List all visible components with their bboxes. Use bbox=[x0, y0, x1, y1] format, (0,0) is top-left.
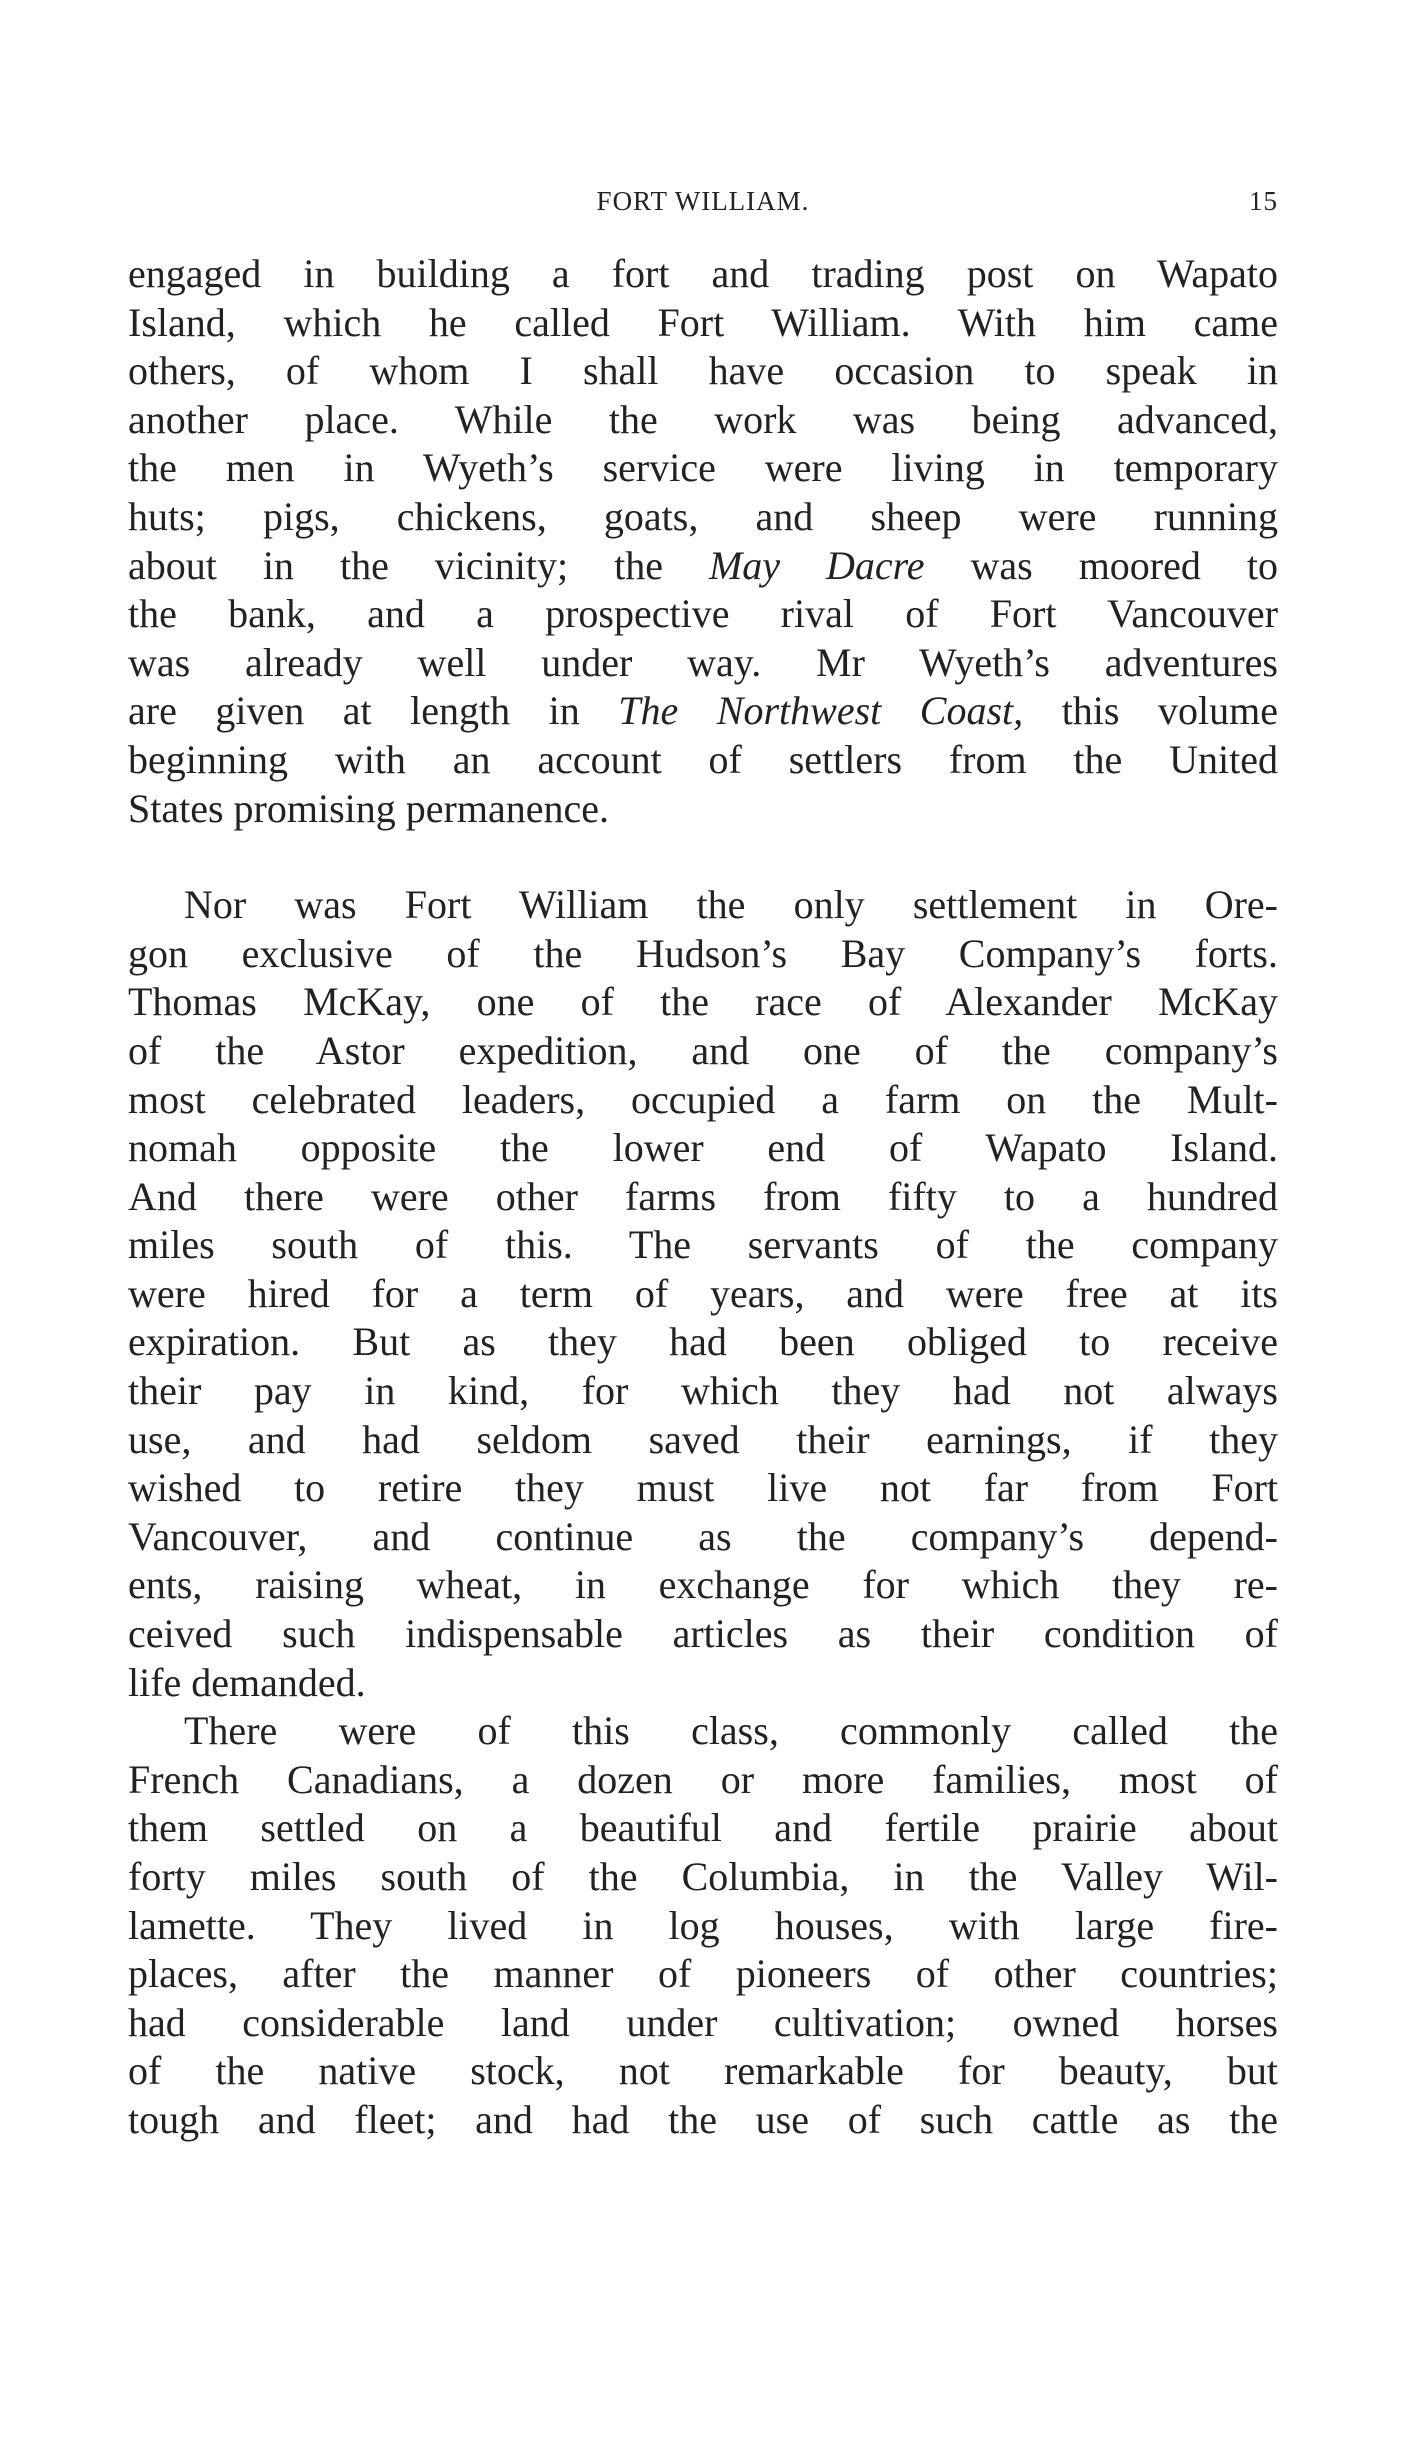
text-line: nomah opposite the lower end of Wapato Island. bbox=[128, 1125, 1278, 1171]
running-title: FORT WILLIAM. bbox=[596, 186, 810, 216]
text-line: forty miles south of the Columbia, in the Valley Wil- bbox=[128, 1854, 1278, 1899]
text-line: another place. While the work was being advanced, bbox=[128, 396, 1278, 442]
text-line: of the native stock, not remarkable for beauty, but bbox=[128, 2048, 1278, 2094]
text-line: had considerable land under cultivation; owned horses bbox=[128, 1999, 1278, 2045]
paragraph-1 bbox=[128, 250, 1278, 833]
text-segment: are given at length in bbox=[128, 688, 619, 734]
text-line bbox=[128, 687, 1278, 736]
text-line: their pay in kind, for which they had not always bbox=[128, 1368, 1278, 1414]
text-line: ceived such indispensable articles as their condition of bbox=[128, 1611, 1278, 1657]
text-line: French Canadians, a dozen or more families, most of bbox=[128, 1756, 1278, 1802]
book-title-italic: The Northwest Coast, bbox=[618, 688, 1024, 734]
text-line: places, after the manner of pioneers of other countries; bbox=[128, 1951, 1278, 1997]
text-line: States promising permanence. bbox=[128, 785, 609, 831]
text-line: huts; pigs, chickens, goats, and sheep were running bbox=[128, 493, 1278, 539]
ship-name-italic: May Dacre bbox=[708, 542, 925, 588]
text-line: tough and fleet; and had the use of such cattle as the bbox=[128, 2096, 1278, 2142]
text-segment: was moored to bbox=[924, 542, 1278, 588]
text-line: beginning with an account of settlers from the United bbox=[128, 736, 1278, 782]
page-number: 15 bbox=[1249, 186, 1278, 216]
text-line: life demanded. bbox=[128, 1659, 366, 1705]
text-line: others, of whom I shall have occasion to speak in bbox=[128, 348, 1278, 394]
text-line: expiration. But as they had been obliged to receive bbox=[128, 1319, 1278, 1365]
running-head bbox=[128, 186, 1278, 226]
text-segment: this volume bbox=[1023, 688, 1278, 734]
paragraph-3 bbox=[128, 1707, 1278, 2144]
text-line: Thomas McKay, one of the race of Alexander McKay bbox=[128, 979, 1278, 1025]
text-line: wished to retire they must live not far from Fort bbox=[128, 1465, 1278, 1511]
text-line: the men in Wyeth’s service were living in temporary bbox=[128, 445, 1278, 491]
paragraph-2 bbox=[128, 881, 1278, 1707]
text-line: use, and had seldom saved their earnings, if they bbox=[128, 1416, 1278, 1462]
text-line: lamette. They lived in log houses, with large fire- bbox=[128, 1902, 1278, 1948]
text-line: There were of this class, commonly called the bbox=[184, 1708, 1278, 1754]
text-line: engaged in building a fort and trading post on Wapato bbox=[128, 251, 1278, 296]
text-line: Nor was Fort William the only settlement in Ore- bbox=[184, 882, 1278, 928]
text-line bbox=[128, 542, 1278, 591]
text-line: Vancouver, and continue as the company’s depend- bbox=[128, 1513, 1278, 1559]
text-line: ents, raising wheat, in exchange for which they re- bbox=[128, 1562, 1278, 1608]
text-line: them settled on a beautiful and fertile prairie about bbox=[128, 1805, 1278, 1851]
text-line: the bank, and a prospective rival of Fort Vancouver bbox=[128, 591, 1278, 637]
text-line: gon exclusive of the Hudson’s Bay Company’s forts. bbox=[128, 930, 1278, 976]
text-line: were hired for a term of years, and were free at its bbox=[128, 1270, 1278, 1316]
text-line: miles south of this. The servants of the company bbox=[128, 1222, 1278, 1268]
text-segment: about in the vicinity; the bbox=[128, 542, 709, 588]
text-line: Island, which he called Fort William. With him came bbox=[128, 299, 1278, 345]
paragraph-gap bbox=[128, 833, 1278, 881]
text-line: was already well under way. Mr Wyeth’s adventures bbox=[128, 639, 1278, 685]
text-line: of the Astor expedition, and one of the company’s bbox=[128, 1027, 1278, 1073]
body-text bbox=[128, 250, 1278, 2145]
text-line: most celebrated leaders, occupied a farm on the Mult- bbox=[128, 1076, 1278, 1122]
text-line: And there were other farms from fifty to a hundred bbox=[128, 1173, 1278, 1219]
